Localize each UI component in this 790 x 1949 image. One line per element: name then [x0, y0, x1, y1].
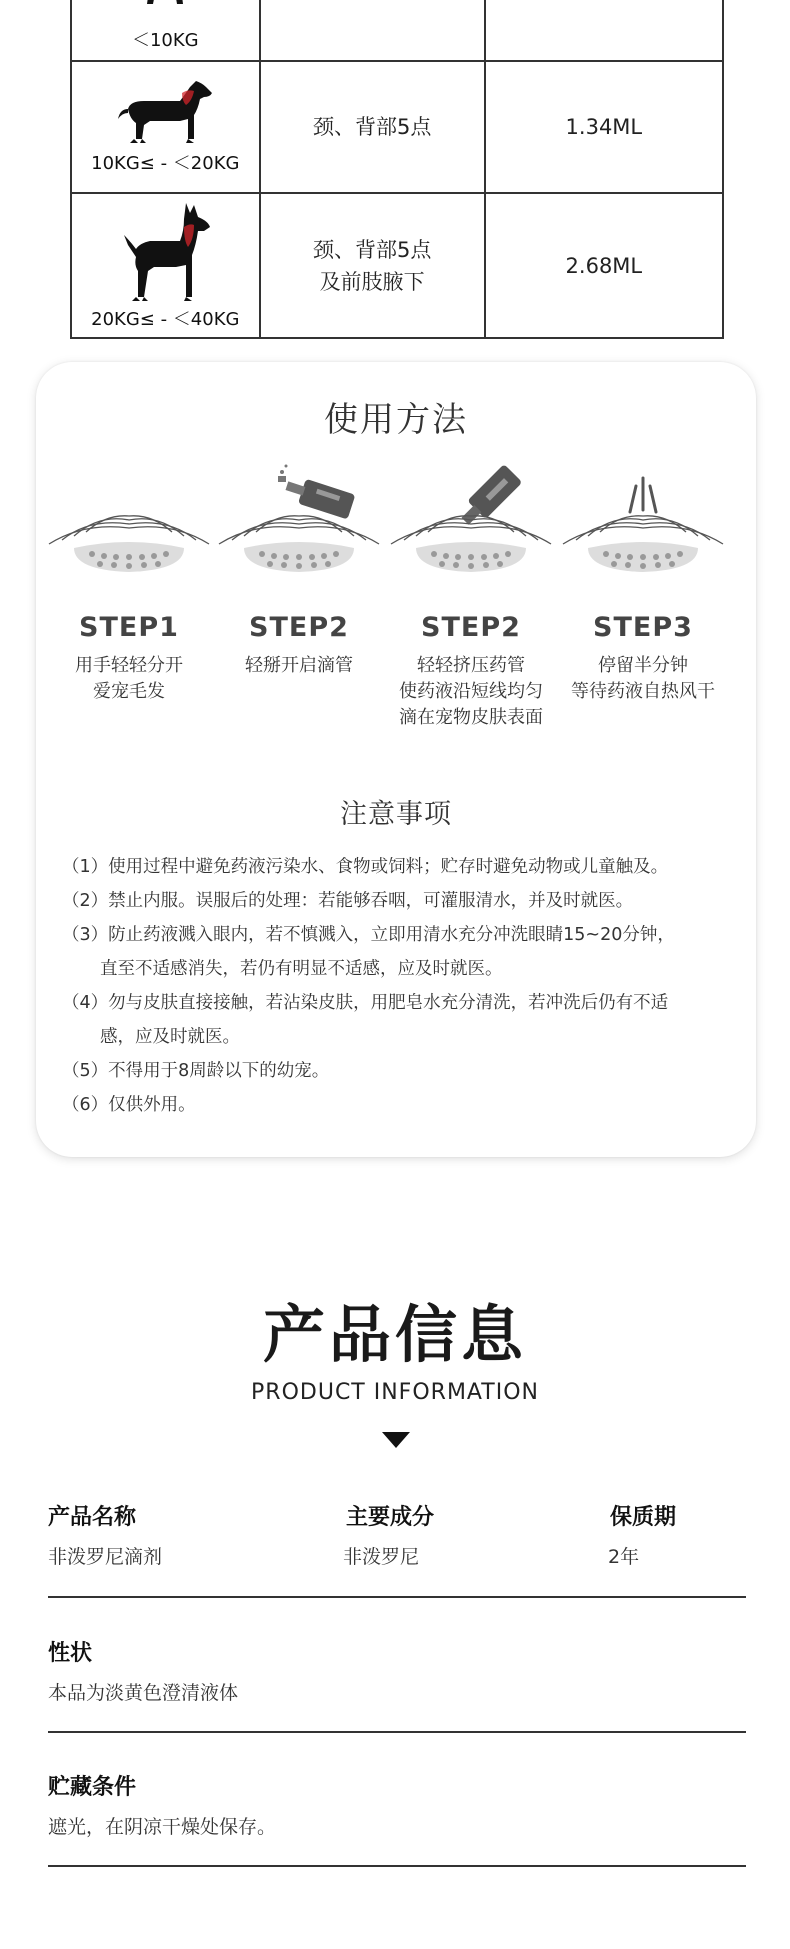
step-label: STEP3	[593, 612, 693, 643]
step-desc	[558, 653, 728, 705]
shelf-life-label: 保质期	[610, 1505, 677, 1530]
name-label: 产品名称	[48, 1505, 137, 1530]
step-label: STEP2	[421, 612, 521, 643]
shelf-life-value: 2年	[608, 1546, 640, 1568]
volume-cell	[485, 0, 723, 61]
drying-icon	[558, 462, 728, 592]
ingredient-label: 主要成分	[346, 1505, 435, 1530]
usage-title: 使用方法	[324, 400, 468, 440]
weight-label: 10KG≤ - ＜20KG	[91, 153, 240, 174]
dosage-table	[70, 0, 724, 339]
step-desc-line: 等待药液自热风干	[571, 681, 715, 702]
property-label: 性状	[48, 1641, 93, 1666]
pipette-squeeze-icon	[386, 462, 556, 592]
medium-dog-icon	[110, 79, 220, 149]
step-1	[44, 462, 214, 705]
divider	[48, 1596, 746, 1598]
divider	[48, 1865, 746, 1867]
site-text-line2: 及前肢腋下	[319, 269, 425, 294]
storage-value: 遮光，在阴凉干燥处保存。	[48, 1816, 277, 1838]
step-desc-line: 爱宠毛发	[93, 681, 165, 702]
note-item-continued: 直至不适感消失，若仍有明显不适感，应及时就医。	[100, 959, 503, 979]
note-item: （4）勿与皮肤直接接触，若沾染皮肤，用肥皂水充分清洗，若冲洗后仍有不适	[62, 993, 669, 1013]
weight-label: ＜10KG	[131, 30, 199, 51]
volume-text: 2.68ML	[565, 253, 643, 278]
pipette-open-icon	[214, 462, 384, 592]
note-item: （6）仅供外用。	[62, 1095, 196, 1115]
note-item: （5）不得用于8周龄以下的幼宠。	[62, 1061, 330, 1081]
table-row	[71, 0, 723, 61]
site-cell	[260, 193, 485, 338]
note-item: （2）禁止内服。误服后的处理：若能够吞咽，可灌服清水，并及时就医。	[62, 891, 634, 911]
storage-label: 贮藏条件	[48, 1775, 137, 1800]
product-info-subtitle: PRODUCT INFORMATION	[251, 1380, 539, 1405]
fur-parting-icon	[44, 462, 214, 592]
weight-cell	[71, 193, 260, 338]
table-row	[71, 61, 723, 193]
ingredient-value: 非泼罗尼	[343, 1546, 420, 1568]
name-value: 非泼罗尼滴剂	[48, 1546, 163, 1568]
volume-cell	[485, 193, 723, 338]
divider	[48, 1731, 746, 1733]
notes-list	[62, 850, 742, 1122]
large-dog-icon	[110, 201, 220, 305]
usage-card	[36, 362, 756, 1157]
note-item-continued: 感，应及时就医。	[100, 1027, 240, 1047]
note-item: （1）使用过程中避免药液污染水、食物或饲料；贮存时避免动物或儿童触及。	[62, 857, 669, 877]
step-desc-line: 轻轻挤压药管	[417, 655, 525, 676]
step-desc-line: 滴在宠物皮肤表面	[399, 707, 543, 728]
property-value: 本品为淡黄色澄清液体	[48, 1682, 239, 1704]
step-desc-line: 停留半分钟	[598, 655, 688, 676]
site-cell	[260, 61, 485, 193]
product-info-title: 产品信息	[262, 1298, 527, 1371]
step-3	[386, 462, 556, 731]
step-desc	[386, 653, 556, 731]
volume-text: 1.34ML	[565, 115, 643, 139]
step-desc-line: 轻掰开启滴管	[245, 655, 353, 676]
weight-cell	[71, 0, 260, 61]
step-4	[558, 462, 728, 705]
step-desc-line: 用手轻轻分开	[75, 655, 183, 676]
note-item: （3）防止药液溅入眼内，若不慎溅入，立即用清水充分冲洗眼睛15~20分钟，	[62, 925, 675, 945]
weight-label: 20KG≤ - ＜40KG	[91, 308, 240, 330]
step-label: STEP2	[249, 612, 349, 643]
down-arrow-icon	[382, 1432, 410, 1448]
step-desc	[44, 653, 214, 705]
weight-cell	[71, 61, 260, 193]
table-row	[71, 193, 723, 338]
site-cell	[260, 0, 485, 61]
site-text: 颈、背部5点	[312, 115, 432, 139]
step-2	[214, 462, 384, 679]
small-dog-icon	[105, 0, 225, 26]
notes-title: 注意事项	[340, 799, 452, 830]
step-desc-line: 使药液沿短线均匀	[399, 681, 543, 702]
step-desc	[214, 653, 384, 679]
step-label: STEP1	[79, 612, 179, 643]
volume-cell	[485, 61, 723, 193]
site-text: 颈、背部5点	[312, 237, 432, 262]
